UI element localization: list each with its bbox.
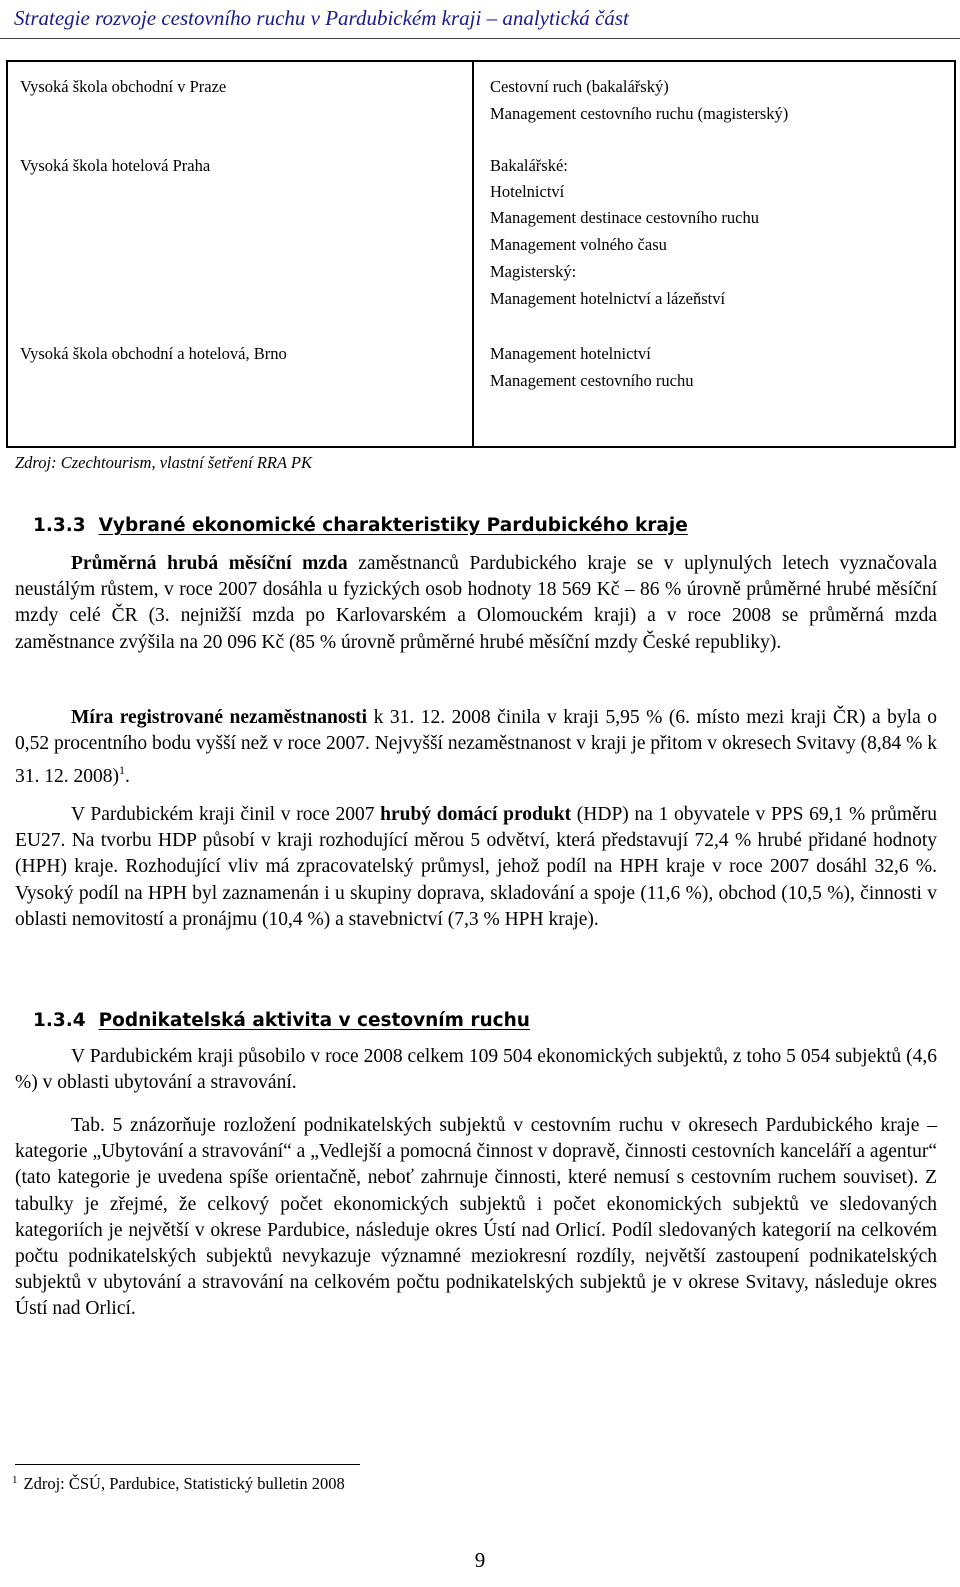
paragraph-text: zaměstnanců Pardubického kraje se v uplynulých letech vyznačovala neustálým růstem, v roce 2007 dosáhla u fyzických osob hodnoty 18 569 Kč – 86 % úrovně průměrné hrubé měsíční mzdy celé ČR (3. nejnižší mzda po Karlovarském a Olomouckém kraji) a v roce 2008 se průměrná mzda zaměstnance zvýšila na 20 096 Kč (85 % úrovně průměrné hrubé měsíční mzdy České republiky). (15, 553, 937, 653)
program-item: Hotelnictví (490, 182, 565, 201)
term-average-wage: Průměrná hrubá měsíční mzda (71, 553, 348, 574)
program-item: Management cestovního ruchu (490, 371, 694, 390)
paragraph-text: k 31. 12. 2008 činila v kraji 5,95 % (6. místo mezi kraji ČR) a byla o 0,52 procentního bodu vyšší než v roce 2007. Nejvyšší nezaměstnanost v kraji je přitom v okresech Svitavy (8,84 % k 31. 12. 2008) (15, 707, 937, 788)
section-number: 1.3.3 (33, 515, 86, 536)
term-gdp: hrubý domácí produkt (380, 804, 572, 825)
school-name: Vysoká škola obchodní a hotelová, Brno (20, 344, 287, 363)
footnote-ref: 1 (119, 763, 125, 778)
section-title: Podnikatelská aktivita v cestovním ruchu (98, 1010, 530, 1031)
schools-column (7, 61, 473, 447)
header-rule (0, 38, 960, 39)
paragraph-text: (HDP) na 1 obyvatele v PPS 69,1 % průměru EU27. Na tvorbu HDP působí v kraji rozhodující měrou 5 odvětví, která představují 72,4 % hrubé přidané hodnoty (HPH) kraje. Rozhodující vliv má zpracovatelský průmysl, jehož podíl na HPH kraje v roce 2007 dosáhl 32,6 %. Vysoký podíl na HPH byl zaznamenán i u skupiny doprava, skladování a spoje (11,6 %), obchod (10,5 %), činnosti v oblasti nemovitostí a pronájmu (10,4 %) a stavebnictví (7,3 % HPH kraje). (15, 804, 937, 930)
footnote-text: Zdroj: ČSÚ, Pardubice, Statistický bulletin 2008 (23, 1474, 345, 1493)
paragraph-entities: V Pardubickém kraji působilo v roce 2008 celkem 109 504 ekonomických subjektů, z toho 5 054 subjektů (4,6 %) v oblasti ubytování a stravování. (15, 1046, 937, 1094)
program-item: Management volného času (490, 235, 667, 254)
section-heading-1-3-4 (33, 1010, 530, 1031)
section-number: 1.3.4 (33, 1010, 86, 1031)
program-item: Management hotelnictví (490, 344, 651, 363)
paragraph-unemployment (15, 705, 937, 791)
program-item: Management cestovního ruchu (magisterský) (490, 104, 789, 123)
paragraph-end: . (125, 766, 130, 788)
term-unemployment: Míra registrované nezaměstnanosti (71, 707, 368, 728)
program-item: Bakalářské: (490, 156, 568, 175)
table-source: Zdroj: Czechtourism, vlastní šetření RRA PK (15, 453, 312, 472)
paragraph-wage (15, 551, 937, 656)
footnote (12, 1474, 345, 1494)
running-header: Strategie rozvoje cestovního ruchu v Pardubickém kraji – analytická část (14, 6, 629, 30)
program-item: Management destinace cestovního ruchu (490, 208, 759, 227)
paragraph-gdp (15, 802, 937, 933)
program-item: Management hotelnictví a lázeňství (490, 289, 726, 308)
programs-column (473, 61, 955, 447)
footnote-rule (15, 1464, 360, 1465)
schools-table (6, 60, 956, 448)
paragraph-table5: Tab. 5 znázorňuje rozložení podnikatelských subjektů v cestovním ruchu v okresech Pardubického kraje – kategorie „Ubytování a stravování“ a „Vedlejší a pomocná činnost v dopravě, činnosti cestovních kanceláří a agentur“ (tato kategorie je uvedena spíše orientačně, neboť zahrnuje činnosti, které nemusí s cestovním ruchem souviset). Z tabulky je zřejmé, že celkový počet ekonomických subjektů i počet ekonomických subjektů ve sledovaných kategoriích je největší v okrese Pardubice, následuje okres Ústí nad Orlicí. Podíl sledovaných kategorií na celkovém počtu podnikatelských subjektů nevykazuje významné meziokresní rozdíly, největší zastoupení podnikatelských subjektů v ubytování a stravování na celkovém počtu podnikatelských subjektů je v okrese Svitavy, následuje okres Ústí nad Orlicí. (15, 1115, 937, 1320)
footnote-number: 1 (12, 1474, 18, 1486)
page-number: 9 (474, 1548, 486, 1572)
school-name: Vysoká škola hotelová Praha (20, 156, 211, 175)
school-name: Vysoká škola obchodní v Praze (20, 77, 227, 96)
paragraph-text: V Pardubickém kraji činil v roce 2007 (71, 804, 381, 825)
program-item: Cestovní ruch (bakalářský) (490, 77, 669, 96)
section-title: Vybrané ekonomické charakteristiky Pardubického kraje (98, 515, 688, 536)
section-heading-1-3-3 (33, 515, 688, 536)
program-item: Magisterský: (490, 262, 577, 281)
